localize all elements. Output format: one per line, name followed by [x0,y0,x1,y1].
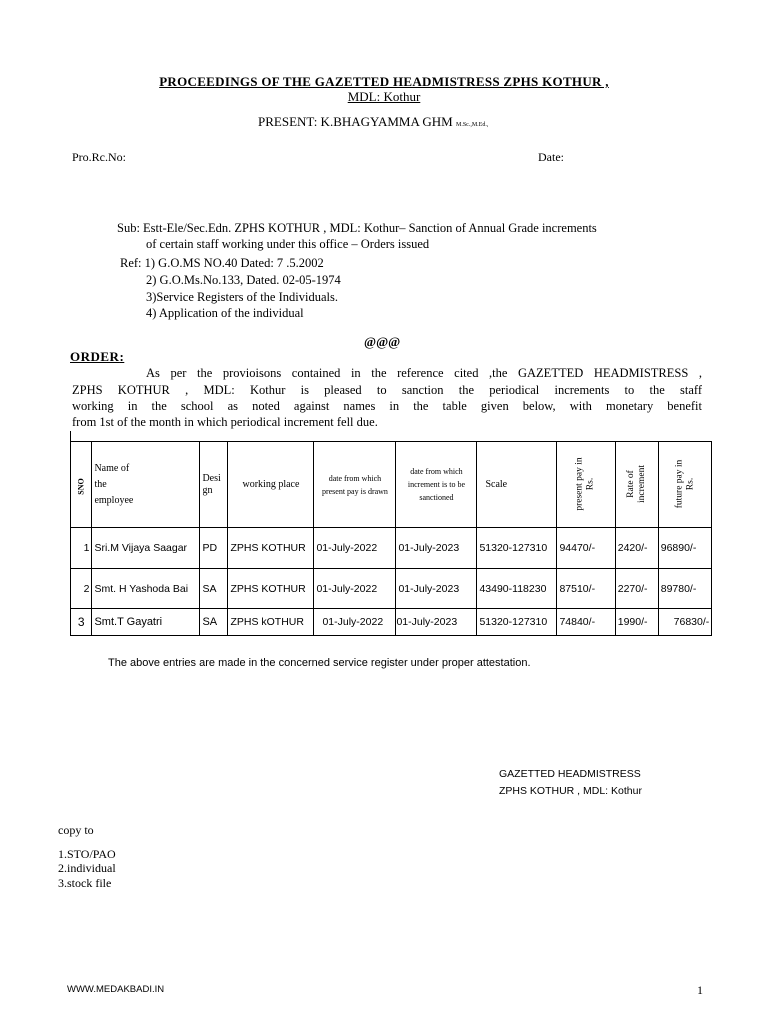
cell-scale: 51320-127310 [477,528,557,569]
copy-item-2: 2.individual [58,861,116,875]
header-working-place: working place [228,442,314,528]
cell-desig: SA [200,569,228,609]
present-qualification: M.Sc.,M.Ed., [456,122,489,128]
mandal-subtitle: MDL: Kothur [347,89,421,104]
signature-office: ZPHS KOTHUR , MDL: Kothur [499,785,642,797]
cell-place: ZPHS kOTHUR [228,609,314,636]
cell-date-present: 01-July-2022 [314,528,396,569]
cell-future-pay: 96890/- [658,528,712,569]
table-row [71,609,712,636]
order-label: ORDER [70,349,120,364]
cell-date-present: 01-July-2022 [314,609,396,636]
document-title: PROCEEDINGS OF THE GAZETTED HEADMISTRESS ZPHS KOTHUR , [159,74,609,89]
ref-item-3: 3)Service Registers of the Individuals. [146,290,338,304]
copy-item-1: 1.STO/PAO [58,847,116,861]
cell-name: Smt. H Yashoda Bai [92,569,200,609]
cell-place: ZPHS KOTHUR [228,569,314,609]
ref-item-4: 4) Application of the individual [146,306,304,320]
cell-date-present: 01-July-2022 [314,569,396,609]
cell-name: Smt.T Gayatri [92,609,200,636]
increment-table [70,441,712,636]
order-colon: : [119,349,125,364]
table-row [71,528,712,569]
cell-desig: SA [200,609,228,636]
order-heading [70,349,124,365]
cell-date-increment: 01-July-2023 [396,528,477,569]
copy-to-label: copy to [58,823,94,837]
cell-sno: 2 [71,569,92,609]
cell-date-increment: 01-July-2023 [396,569,477,609]
cell-name: Sri.M Vijaya Saagar [92,528,200,569]
cell-desig: PD [200,528,228,569]
cell-present-pay: 94470/- [557,528,615,569]
cell-date-increment: 01-July-2023 [396,609,477,636]
cell-rate: 2270/- [615,569,658,609]
header-date-present: date from which present pay is drawn [314,442,396,528]
signature-title: GAZETTED HEADMISTRESS [499,768,641,780]
header-date-increment: date from which increment is to be sanctioned [396,442,477,528]
header-rate-increment: Rate of increment [615,442,658,528]
proc-no-label: Pro.Rc.No: [72,150,126,164]
copy-item-3: 3.stock file [58,876,112,890]
ref-item-1: Ref: 1) G.O.MS NO.40 Dated: 7 .5.2002 [120,256,324,270]
cell-future-pay: 89780/- [658,569,712,609]
cell-present-pay: 87510/- [557,569,615,609]
attestation-note: The above entries are made in the concerned service register under proper attestation. [108,657,531,669]
page-number: 1 [697,983,703,997]
cell-rate: 1990/- [615,609,658,636]
cell-rate: 2420/- [615,528,658,569]
table-header-row [71,442,712,528]
table-row [71,569,712,609]
header-scale: Scale [477,442,557,528]
cell-future-pay: 76830/- [658,609,712,636]
cell-scale: 43490-118230 [477,569,557,609]
header-present-pay: present pay in Rs. [557,442,615,528]
footer-website: WWW.MEDAKBADI.IN [67,984,165,995]
cell-place: ZPHS KOTHUR [228,528,314,569]
present-line [258,114,488,130]
cell-scale: 51320-127310 [477,609,557,636]
header-future-pay: future pay in Rs. [658,442,712,528]
order-line-3: working in the school as noted against names in the table given below, with monetary benefit [72,399,702,413]
cell-present-pay: 74840/- [557,609,615,636]
cell-sno: 3 [71,609,92,636]
order-line-2: ZPHS KOTHUR , MDL: Kothur is pleased to sanction the periodical increments to the staff [72,383,702,397]
header-designation: Desi gn [200,442,228,528]
separator-mark: @@@ [364,334,401,349]
cell-sno: 1 [71,528,92,569]
present-name: PRESENT: K.BHAGYAMMA GHM [258,114,453,129]
header-sno: SNO [71,442,92,528]
header-name: Name of the employee [92,442,200,528]
order-line-1: As per the provioisons contained in the reference cited ,the GAZETTED HEADMISTRESS , [146,366,702,380]
ref-item-2: 2) G.O.Ms.No.133, Dated. 02-05-1974 [146,273,341,287]
subject-line-1: Sub: Estt-Ele/Sec.Edn. ZPHS KOTHUR , MDL: Kothur– Sanction of Annual Grade increments [117,221,597,235]
subject-line-2: of certain staff working under this office – Orders issued [146,237,430,251]
date-label: Date: [538,150,564,164]
order-line-4: from 1st of the month in which periodical increment fell due. [72,415,378,429]
